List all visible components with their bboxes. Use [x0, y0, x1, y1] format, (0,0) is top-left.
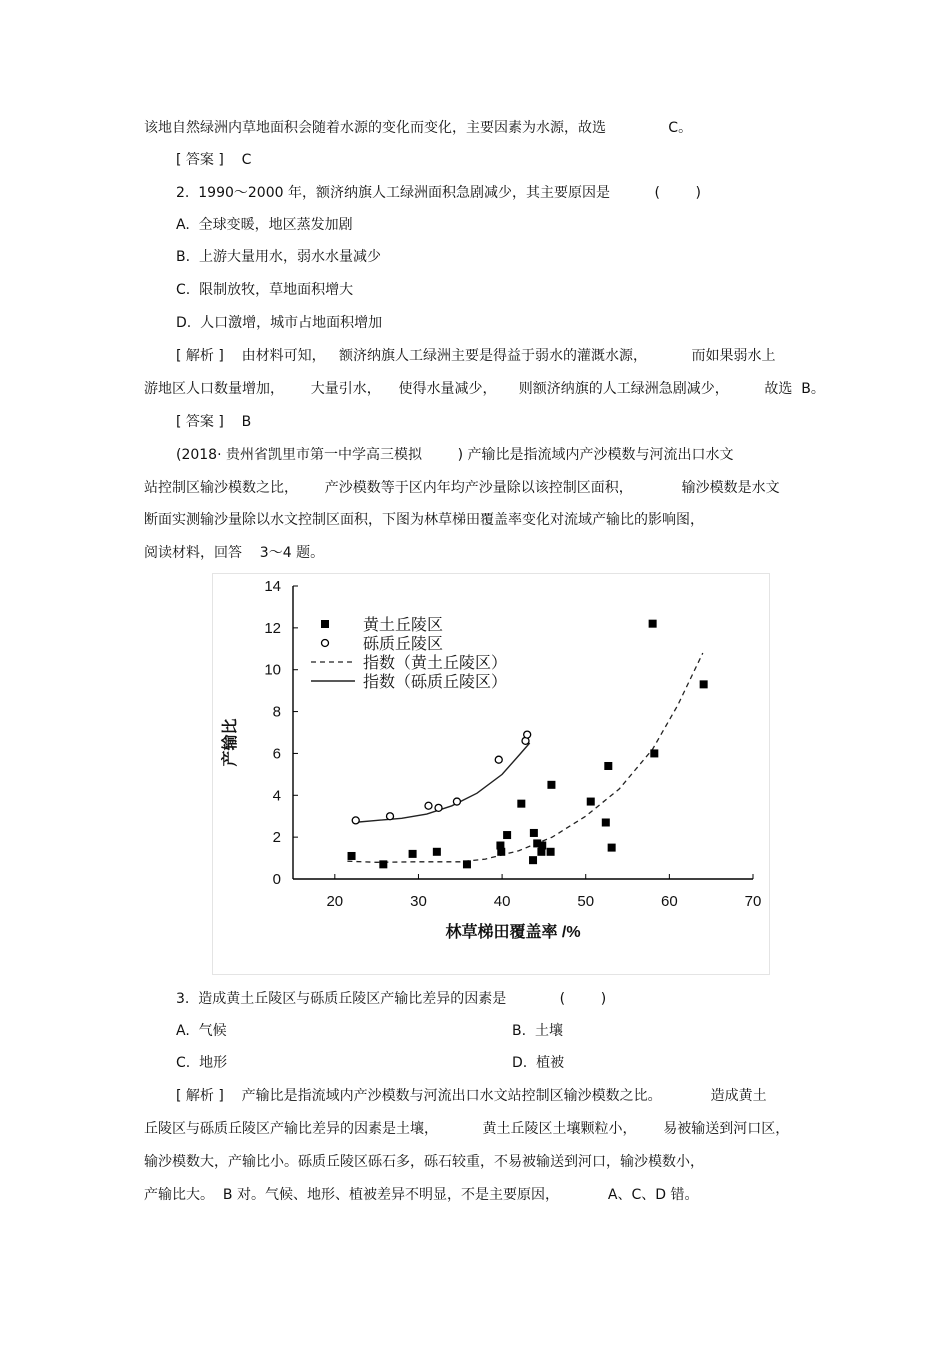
- q3-option-d: D. 植被: [512, 1055, 565, 1071]
- point-loess-hills: [649, 620, 657, 628]
- analysis-line-2: 游地区人口数量增加， 大量引水， 使得水量减少， 则额济纳旗的人工绿洲急剧减少， 故选 B。: [144, 381, 825, 397]
- point-loess-hills: [530, 829, 538, 837]
- y-tick-label: 10: [264, 661, 281, 679]
- question-2: 2. 1990～2000 年，额济纳旗人工绿洲面积急剧减少，其主要原因是 ( ): [176, 185, 701, 201]
- point-gravel-hills: [495, 756, 502, 763]
- x-tick-label: 60: [661, 893, 678, 910]
- point-loess-hills: [409, 850, 417, 858]
- x-tick-label: 40: [493, 893, 511, 910]
- y-tick-label: 6: [272, 745, 281, 763]
- material-line-2: 站控制区输沙模数之比， 产沙模数等于区内年均产沙量除以该控制区面积， 输沙模数是水文: [144, 480, 780, 496]
- q3-option-c: C. 地形: [176, 1055, 228, 1071]
- q3-analysis-4: 产输比大。 B 对。气候、地形、植被差异不明显，不是主要原因， A、C、D 错。: [144, 1187, 699, 1203]
- y-tick-label: 2: [272, 829, 281, 847]
- q3-option-a: A. 气候: [176, 1023, 227, 1039]
- point-loess-hills: [497, 848, 505, 856]
- legend-marker-square: [321, 620, 329, 628]
- point-gravel-hills: [524, 731, 531, 738]
- point-loess-hills: [587, 798, 595, 806]
- q3-option-b: B. 土壤: [512, 1023, 563, 1039]
- point-loess-hills: [379, 860, 387, 868]
- option-c: C. 限制放牧，草地面积增大: [176, 282, 354, 298]
- x-axis-label: 林草梯田覆盖率 /%: [445, 924, 581, 941]
- point-loess-hills: [517, 800, 525, 808]
- option-d: D. 人口激增，城市占地面积增加: [176, 315, 383, 331]
- q3-analysis-2: 丘陵区与砾质丘陵区产输比差异的因素是土壤， 黄土丘陵区土壤颗粒小， 易被输送到河口区，: [144, 1121, 790, 1137]
- x-tick-label: 30: [410, 893, 427, 910]
- option-b: B. 上游大量用水，弱水水量减少: [176, 249, 381, 265]
- point-loess-hills: [604, 762, 612, 770]
- point-gravel-hills: [453, 798, 460, 805]
- material-line-3: 断面实测输沙量除以水文控制区面积，下图为林草梯田覆盖率变化对流域产输比的影响图，: [144, 512, 704, 528]
- point-gravel-hills: [387, 813, 394, 820]
- point-loess-hills: [529, 856, 537, 864]
- point-loess-hills: [433, 848, 441, 856]
- answer-label-2: [ 答案 ] B: [176, 414, 252, 430]
- x-tick-label: 20: [326, 893, 344, 910]
- q3-analysis-1: [ 解析 ] 产输比是指流域内产沙模数与河流出口水文站控制区输沙模数之比。 造成黄土: [176, 1088, 767, 1104]
- legend-label: 砾质丘陵区: [363, 636, 444, 653]
- y-tick-label: 4: [272, 787, 281, 805]
- chart-container: [212, 573, 770, 975]
- q3-analysis-3: 输沙模数大，产输比小。砾质丘陵区砾石多，砾石较重，不易被输送到河口，输沙模数小，: [144, 1154, 704, 1170]
- legend-label: 黄土丘陵区: [363, 617, 444, 634]
- y-axis-label: 产输比: [222, 718, 239, 767]
- legend-marker-circle: [322, 640, 329, 647]
- point-gravel-hills: [352, 817, 359, 824]
- point-gravel-hills: [425, 802, 432, 809]
- option-a: A. 全球变暖，地区蒸发加剧: [176, 217, 353, 233]
- point-loess-hills: [608, 844, 616, 852]
- point-loess-hills: [547, 848, 555, 856]
- scatter-chart: [213, 574, 769, 974]
- y-tick-label: 14: [264, 578, 281, 595]
- y-tick-label: 8: [272, 703, 281, 721]
- legend-label: 指数（黄土丘陵区）: [363, 655, 508, 672]
- point-loess-hills: [503, 831, 511, 839]
- point-loess-hills: [547, 781, 555, 789]
- y-tick-label: 12: [264, 619, 281, 637]
- question-3: 3. 造成黄土丘陵区与砾质丘陵区产输比差异的因素是 ( ): [176, 991, 607, 1007]
- point-loess-hills: [650, 749, 658, 757]
- answer-label: [ 答案 ] C: [176, 152, 252, 168]
- point-gravel-hills: [435, 804, 442, 811]
- material-line-1: (2018· 贵州省凯里市第一中学高三模拟 ) 产输比是指流域内产沙模数与河流出口水文: [176, 447, 734, 463]
- analysis-line-1: [ 解析 ] 由材料可知， 额济纳旗人工绿洲主要是得益于弱水的灌溉水源， 而如果弱水上: [176, 348, 776, 364]
- point-loess-hills: [538, 842, 546, 850]
- point-loess-hills: [602, 818, 610, 826]
- material-line-4: 阅读材料，回答 3～4 题。: [144, 545, 325, 561]
- y-tick-label: 0: [272, 871, 281, 888]
- x-tick-label: 70: [744, 893, 762, 910]
- point-loess-hills: [700, 680, 708, 688]
- legend-label: 指数（砾质丘陵区）: [363, 674, 508, 691]
- point-loess-hills: [348, 852, 356, 860]
- text-line-1: 该地自然绿洲内草地面积会随着水源的变化而变化，主要因素为水源，故选 C。: [144, 120, 693, 136]
- point-loess-hills: [463, 860, 471, 868]
- x-tick-label: 50: [577, 893, 595, 910]
